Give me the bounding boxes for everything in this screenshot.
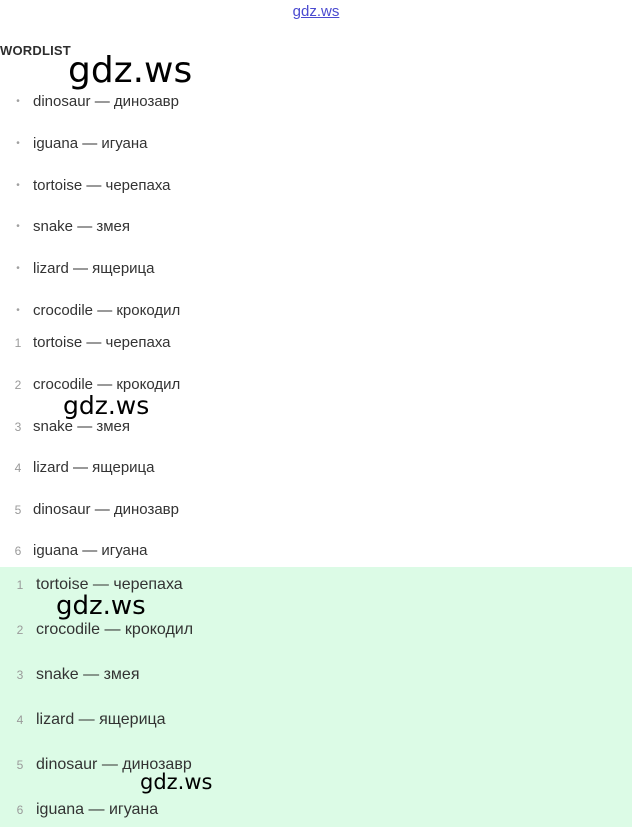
word-pair: dinosaur — динозавр (33, 93, 179, 110)
watermark-text: gdz.ws (140, 770, 213, 794)
word-pair: lizard — ящерица (36, 711, 166, 728)
item-number: 4 (16, 713, 24, 727)
word-pair: snake — змея (36, 666, 140, 683)
watermark-text: gdz.ws (63, 391, 150, 420)
word-pair: dinosaur — динозавр (36, 756, 192, 773)
item-number: 6 (16, 803, 24, 817)
word-pair: lizard — ящерица (33, 260, 155, 277)
item-number: 2 (16, 623, 24, 637)
site-watermark-link[interactable]: gdz.ws (292, 3, 340, 20)
item-number: 6 (14, 544, 22, 558)
word-pair: crocodile — крокодил (33, 302, 181, 319)
word-pair: snake — змея (33, 218, 131, 235)
bullet-icon: • (16, 221, 20, 232)
item-number: 2 (14, 378, 22, 392)
word-pair: crocodile — крокодил (36, 621, 194, 638)
item-number: 3 (16, 668, 24, 682)
watermark-text: gdz.ws (56, 591, 146, 621)
word-pair: snake — змея (33, 418, 131, 435)
bullet-icon: • (16, 263, 20, 274)
item-number: 5 (14, 503, 22, 517)
bullet-icon: • (16, 180, 20, 191)
word-pair: crocodile — крокодил (33, 376, 181, 393)
bullet-icon: • (16, 96, 20, 107)
word-pair: tortoise — черепаха (33, 177, 171, 194)
bullet-icon: • (16, 305, 20, 316)
wordlist-heading: WORDLIST (0, 43, 71, 58)
item-number: 3 (14, 420, 22, 434)
word-pair: iguana — игуана (33, 542, 148, 559)
word-pair: iguana — игуана (36, 801, 159, 818)
bullet-icon: • (16, 138, 20, 149)
item-number: 1 (14, 336, 22, 350)
item-number: 4 (14, 461, 22, 475)
word-pair: dinosaur — динозавр (33, 501, 179, 518)
word-pair: lizard — ящерица (33, 459, 155, 476)
item-number: 1 (16, 578, 24, 592)
word-pair: iguana — игуана (33, 135, 148, 152)
watermark-text: gdz.ws (68, 50, 193, 91)
item-number: 5 (16, 758, 24, 772)
word-pair: tortoise — черепаха (33, 334, 171, 351)
word-pair: tortoise — черепаха (36, 576, 183, 593)
